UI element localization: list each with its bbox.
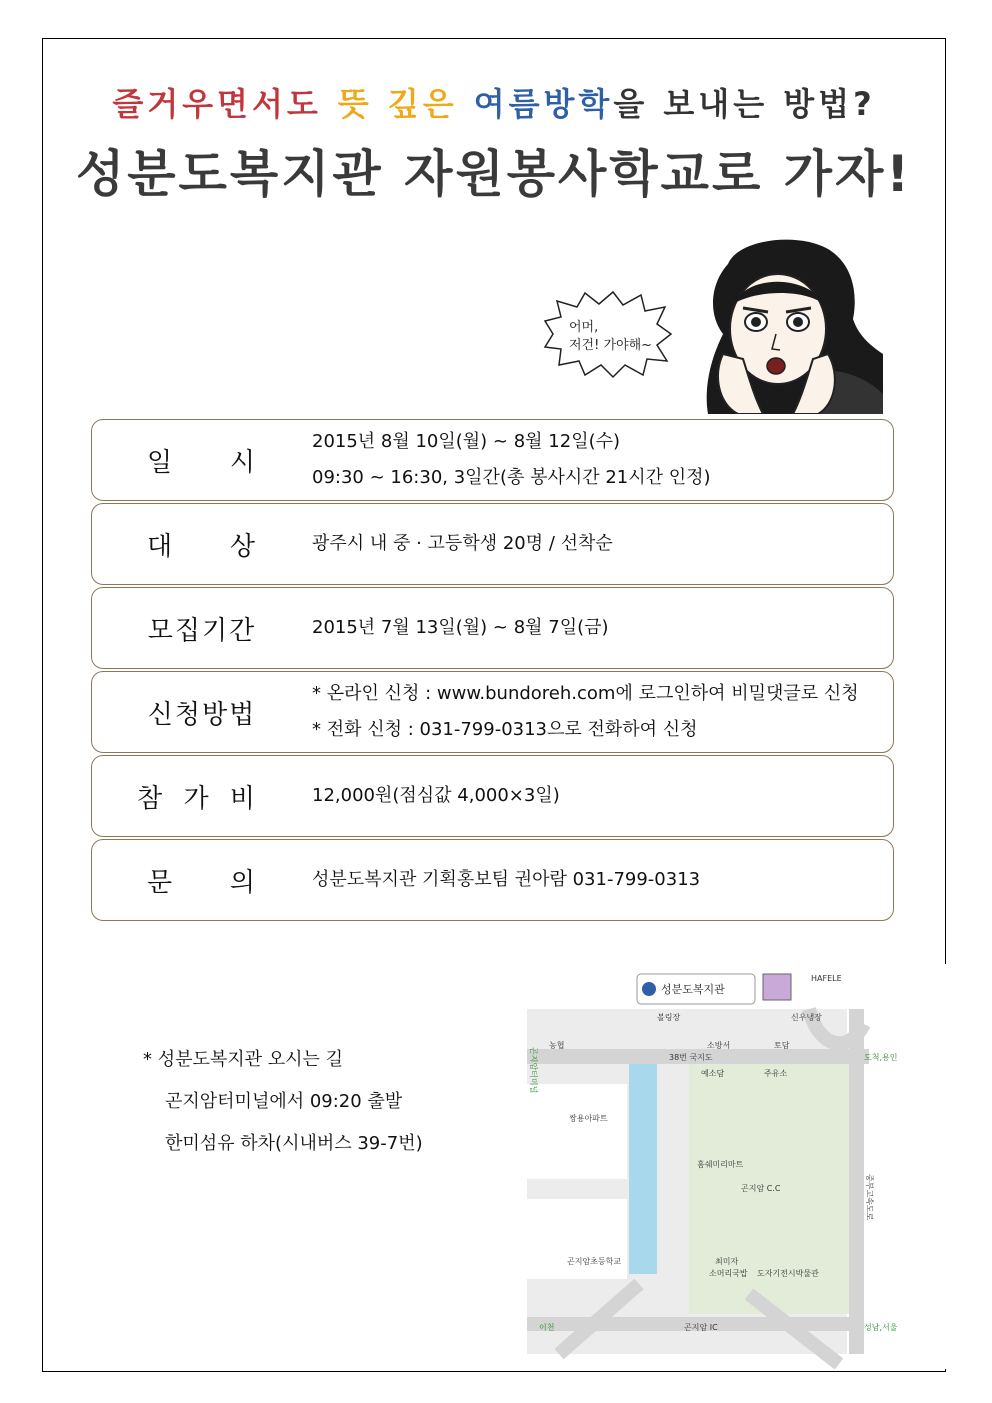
map-label: 곤지암 IC xyxy=(684,1323,718,1332)
info-value-target xyxy=(312,504,883,584)
headline-question xyxy=(43,79,945,125)
cartoon-woman-illustration xyxy=(668,234,883,414)
directions-line: 곤지암터미널에서 09:20 출발 xyxy=(165,1091,403,1112)
label-char: 상 xyxy=(229,531,257,562)
info-line: 12,000원(점심값 4,000×3일) xyxy=(312,785,560,806)
info-label-target xyxy=(92,504,312,584)
map-label: HAFELE xyxy=(811,974,842,983)
flyer-page xyxy=(42,38,946,1372)
map-label: 소머리국밥 xyxy=(709,1269,748,1278)
map-label: 소방서 xyxy=(707,1041,731,1050)
map-logo: 성분도복지관 xyxy=(661,983,725,996)
label-char: 일 xyxy=(147,447,175,478)
map-label: 곤지암초등학교 xyxy=(567,1257,622,1266)
info-line: 2015년 8월 10일(월) ~ 8월 12일(수) xyxy=(312,431,621,452)
map-label: 주유소 xyxy=(764,1069,788,1078)
map-label: 38번 국지도 xyxy=(669,1053,713,1062)
map-label: 이천 xyxy=(539,1323,555,1332)
label-char: 참 xyxy=(137,783,165,814)
map-label: 도자기전시박물관 xyxy=(757,1269,819,1278)
info-label-apply-method: 신청방법 xyxy=(147,699,257,730)
headline-part4: 을 보내는 방법? xyxy=(613,85,876,123)
speech-line-1: 어머, xyxy=(569,320,599,335)
directions-line: 한미섬유 하차(시내버스 39-7번) xyxy=(165,1133,423,1154)
map-label: 쌍용아파트 xyxy=(569,1114,608,1123)
info-label-fee xyxy=(92,756,312,836)
speech-line-2: 저건! 가야해~ xyxy=(569,338,653,353)
page-title: 성분도복지관 자원봉사학교로 가자! xyxy=(75,145,913,203)
info-line: 광주시 내 중 · 고등학생 20명 / 선착순 xyxy=(312,533,613,554)
info-label-inquiry xyxy=(92,840,312,920)
info-value-inquiry xyxy=(312,840,883,920)
map-label: 성남,서울 xyxy=(864,1323,898,1332)
headline-part2: 뜻 깊은 xyxy=(337,85,458,123)
info-line: 성분도복지관 기획홍보팀 권아람 031-799-0313 xyxy=(312,869,701,890)
info-row-inquiry xyxy=(91,839,894,921)
map-label: 최미자 xyxy=(715,1257,739,1266)
label-char: 의 xyxy=(229,867,257,898)
map-label: 예소담 xyxy=(701,1069,725,1078)
map-label: 중부고속도로 xyxy=(865,1174,874,1221)
info-row-fee xyxy=(91,755,894,837)
info-row-recruit-period xyxy=(91,587,894,669)
label-char: 시 xyxy=(229,447,257,478)
headline-part3: 여름방학 xyxy=(473,85,614,123)
info-row-schedule xyxy=(91,419,894,501)
info-value-apply-method xyxy=(312,672,883,752)
map-label: 볼링장 xyxy=(657,1013,681,1022)
label-char: 대 xyxy=(147,531,175,562)
map-label: 곤지암터미널 xyxy=(529,1047,538,1094)
directions-text xyxy=(143,1039,423,1165)
map-label: 곤지암 C.C xyxy=(741,1184,781,1193)
stream xyxy=(629,1064,657,1274)
map-label: 농협 xyxy=(549,1041,565,1050)
info-line: * 온라인 신청 : www.bundoreh.com에 로그인하여 비밀댓글로 신청 xyxy=(312,683,859,704)
location-map xyxy=(519,964,949,1369)
speech-bubble-text xyxy=(569,319,652,355)
info-row-apply-method xyxy=(91,671,894,753)
map-label: 신우냉장 xyxy=(791,1013,822,1022)
map-label: 토담 xyxy=(774,1041,790,1050)
info-line: 09:30 ~ 16:30, 3일간(총 봉사시간 21시간 인정) xyxy=(312,467,711,488)
info-label-schedule xyxy=(92,420,312,500)
label-char: 가 xyxy=(183,783,211,814)
map-label: 도척,용인 xyxy=(864,1053,898,1062)
info-line: 2015년 7월 13일(월) ~ 8월 7일(금) xyxy=(312,617,609,638)
info-row-target xyxy=(91,503,894,585)
label-char: 비 xyxy=(229,783,257,814)
label-char: 문 xyxy=(147,867,175,898)
map-label: 홈쉐미리마트 xyxy=(697,1160,744,1169)
info-value-fee xyxy=(312,756,883,836)
info-value-recruit-period xyxy=(312,588,883,668)
info-table xyxy=(91,419,894,923)
info-label-recruit-period: 모집기간 xyxy=(147,615,257,646)
info-line: * 전화 신청 : 031-799-0313으로 전화하여 신청 xyxy=(312,719,698,740)
info-value-schedule xyxy=(312,420,883,500)
headline-part1: 즐거우면서도 xyxy=(112,85,322,123)
directions-title: * 성분도복지관 오시는 길 xyxy=(143,1049,344,1070)
